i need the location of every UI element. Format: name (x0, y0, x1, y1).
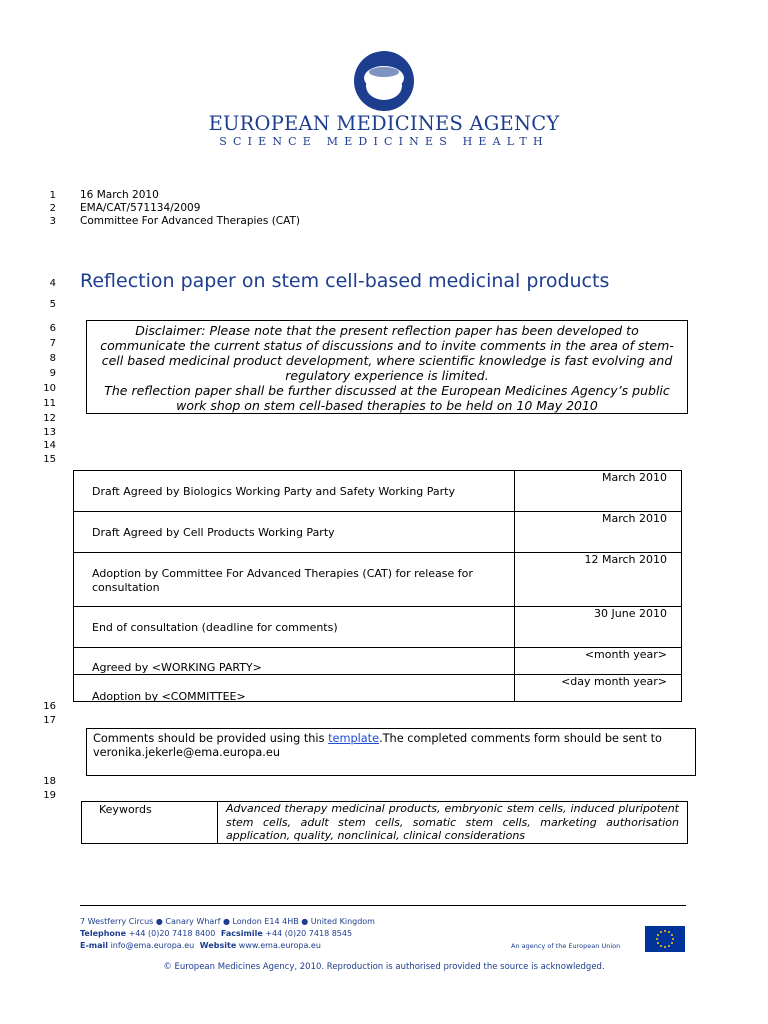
table-row (74, 648, 682, 675)
disclaimer-line: Disclaimer: Please note that the present reflection paper has been developed to (135, 323, 639, 338)
line-number: 8 (49, 353, 56, 364)
footer-contact-line (80, 940, 321, 952)
website-value[interactable]: www.ema.europa.eu (238, 941, 321, 950)
disclaimer-line: The reflection paper shall be further discussed at the European Medicines Agency’s public (104, 383, 670, 398)
email-label: E-mail (80, 941, 109, 950)
timeline-label: Agreed by <WORKING PARTY> (92, 661, 262, 674)
line-number: 7 (49, 338, 56, 349)
table-row (74, 471, 682, 512)
comments-text-suffix: .The completed comments form should be sent to (379, 732, 662, 745)
keywords-table (81, 801, 688, 844)
page-title: Reflection paper on stem cell-based medicinal products (80, 270, 610, 292)
document-date: 16 March 2010 (80, 189, 159, 201)
timeline-label: Adoption by Committee For Advanced Therapies (CAT) for release for consultation (92, 567, 473, 594)
table-row (74, 553, 682, 607)
disclaimer-line: regulatory experience is limited. (285, 368, 489, 383)
keywords-value: Advanced therapy medicinal products, embryonic stem cells, induced pluripotent stem cells, adult stem cells, somatic stem cells, marketing authorisation application, quality, nonclinical, clinical considerations (218, 802, 688, 844)
comments-text-prefix: Comments should be provided using this (93, 732, 329, 745)
line-number: 14 (43, 440, 56, 451)
eu-agency-note: An agency of the European Union (511, 942, 621, 950)
line-number: 19 (43, 790, 56, 801)
disclaimer-line: communicate the current status of discussions and to invite comments in the area of stem- (100, 338, 674, 353)
email-value[interactable]: info@ema.europa.eu (110, 941, 195, 950)
timeline-table (73, 470, 682, 702)
timeline-label: Adoption by <COMMITTEE> (92, 690, 246, 703)
facsimile-label: Facsimile (220, 929, 263, 938)
disclaimer-line: cell based medicinal product development, where scientific knowledge is fast evolving and (101, 353, 673, 368)
template-link[interactable]: template (328, 732, 380, 745)
agency-tagline: SCIENCE MEDICINES HEALTH (219, 135, 549, 148)
footer-address: 7 Westferry Circus ● Canary Wharf ● London E14 4HB ● United Kingdom (80, 917, 375, 926)
disclaimer-box (86, 320, 688, 414)
table-row (74, 675, 682, 702)
line-number: 2 (49, 203, 56, 214)
telephone-label: Telephone (80, 929, 127, 938)
timeline-value: <day month year> (561, 675, 667, 688)
document-reference: EMA/CAT/571134/2009 (80, 202, 201, 214)
timeline-value: <month year> (584, 648, 667, 661)
line-number: 12 (43, 413, 56, 424)
facsimile-value: +44 (0)20 7418 8545 (265, 929, 353, 938)
table-row (82, 802, 688, 844)
committee-name: Committee For Advanced Therapies (CAT) (80, 215, 301, 227)
keywords-label: Keywords (82, 802, 218, 844)
footer-phone-line (80, 928, 352, 940)
line-number: 1 (49, 190, 56, 201)
ema-logo-icon (352, 50, 416, 112)
timeline-label: Draft Agreed by Biologics Working Party and Safety Working Party (92, 485, 455, 498)
table-row (74, 607, 682, 648)
timeline-value: 30 June 2010 (594, 607, 667, 620)
line-number: 9 (49, 368, 56, 379)
telephone-value: +44 (0)20 7418 8400 (128, 929, 216, 938)
line-number: 15 (43, 454, 56, 465)
comments-box (86, 728, 696, 776)
copyright-notice: © European Medicines Agency, 2010. Reproduction is authorised provided the source is acknowledged. (163, 962, 605, 972)
line-number: 3 (49, 216, 56, 227)
line-number: 17 (43, 715, 56, 726)
timeline-value: March 2010 (601, 471, 667, 484)
website-label: Website (199, 941, 237, 950)
timeline-value: March 2010 (601, 512, 667, 525)
timeline-value: 12 March 2010 (584, 553, 667, 566)
line-number: 10 (43, 383, 56, 394)
line-number: 11 (43, 398, 56, 409)
comments-email: veronika.jekerle@ema.europa.eu (93, 746, 280, 759)
line-number: 4 (49, 278, 56, 289)
line-number: 5 (49, 299, 56, 310)
line-number: 18 (43, 776, 56, 787)
eu-flag-icon (645, 926, 685, 952)
disclaimer-line: work shop on stem cell-based therapies to be held on 10 May 2010 (176, 398, 598, 413)
line-number: 16 (43, 701, 56, 712)
agency-name: EUROPEAN MEDICINES AGENCY (208, 112, 560, 135)
table-row (74, 512, 682, 553)
timeline-label: End of consultation (deadline for comments) (92, 621, 338, 634)
line-number: 13 (43, 427, 56, 438)
timeline-label: Draft Agreed by Cell Products Working Party (92, 526, 335, 539)
line-number: 6 (49, 323, 56, 334)
footer-divider (80, 905, 686, 906)
